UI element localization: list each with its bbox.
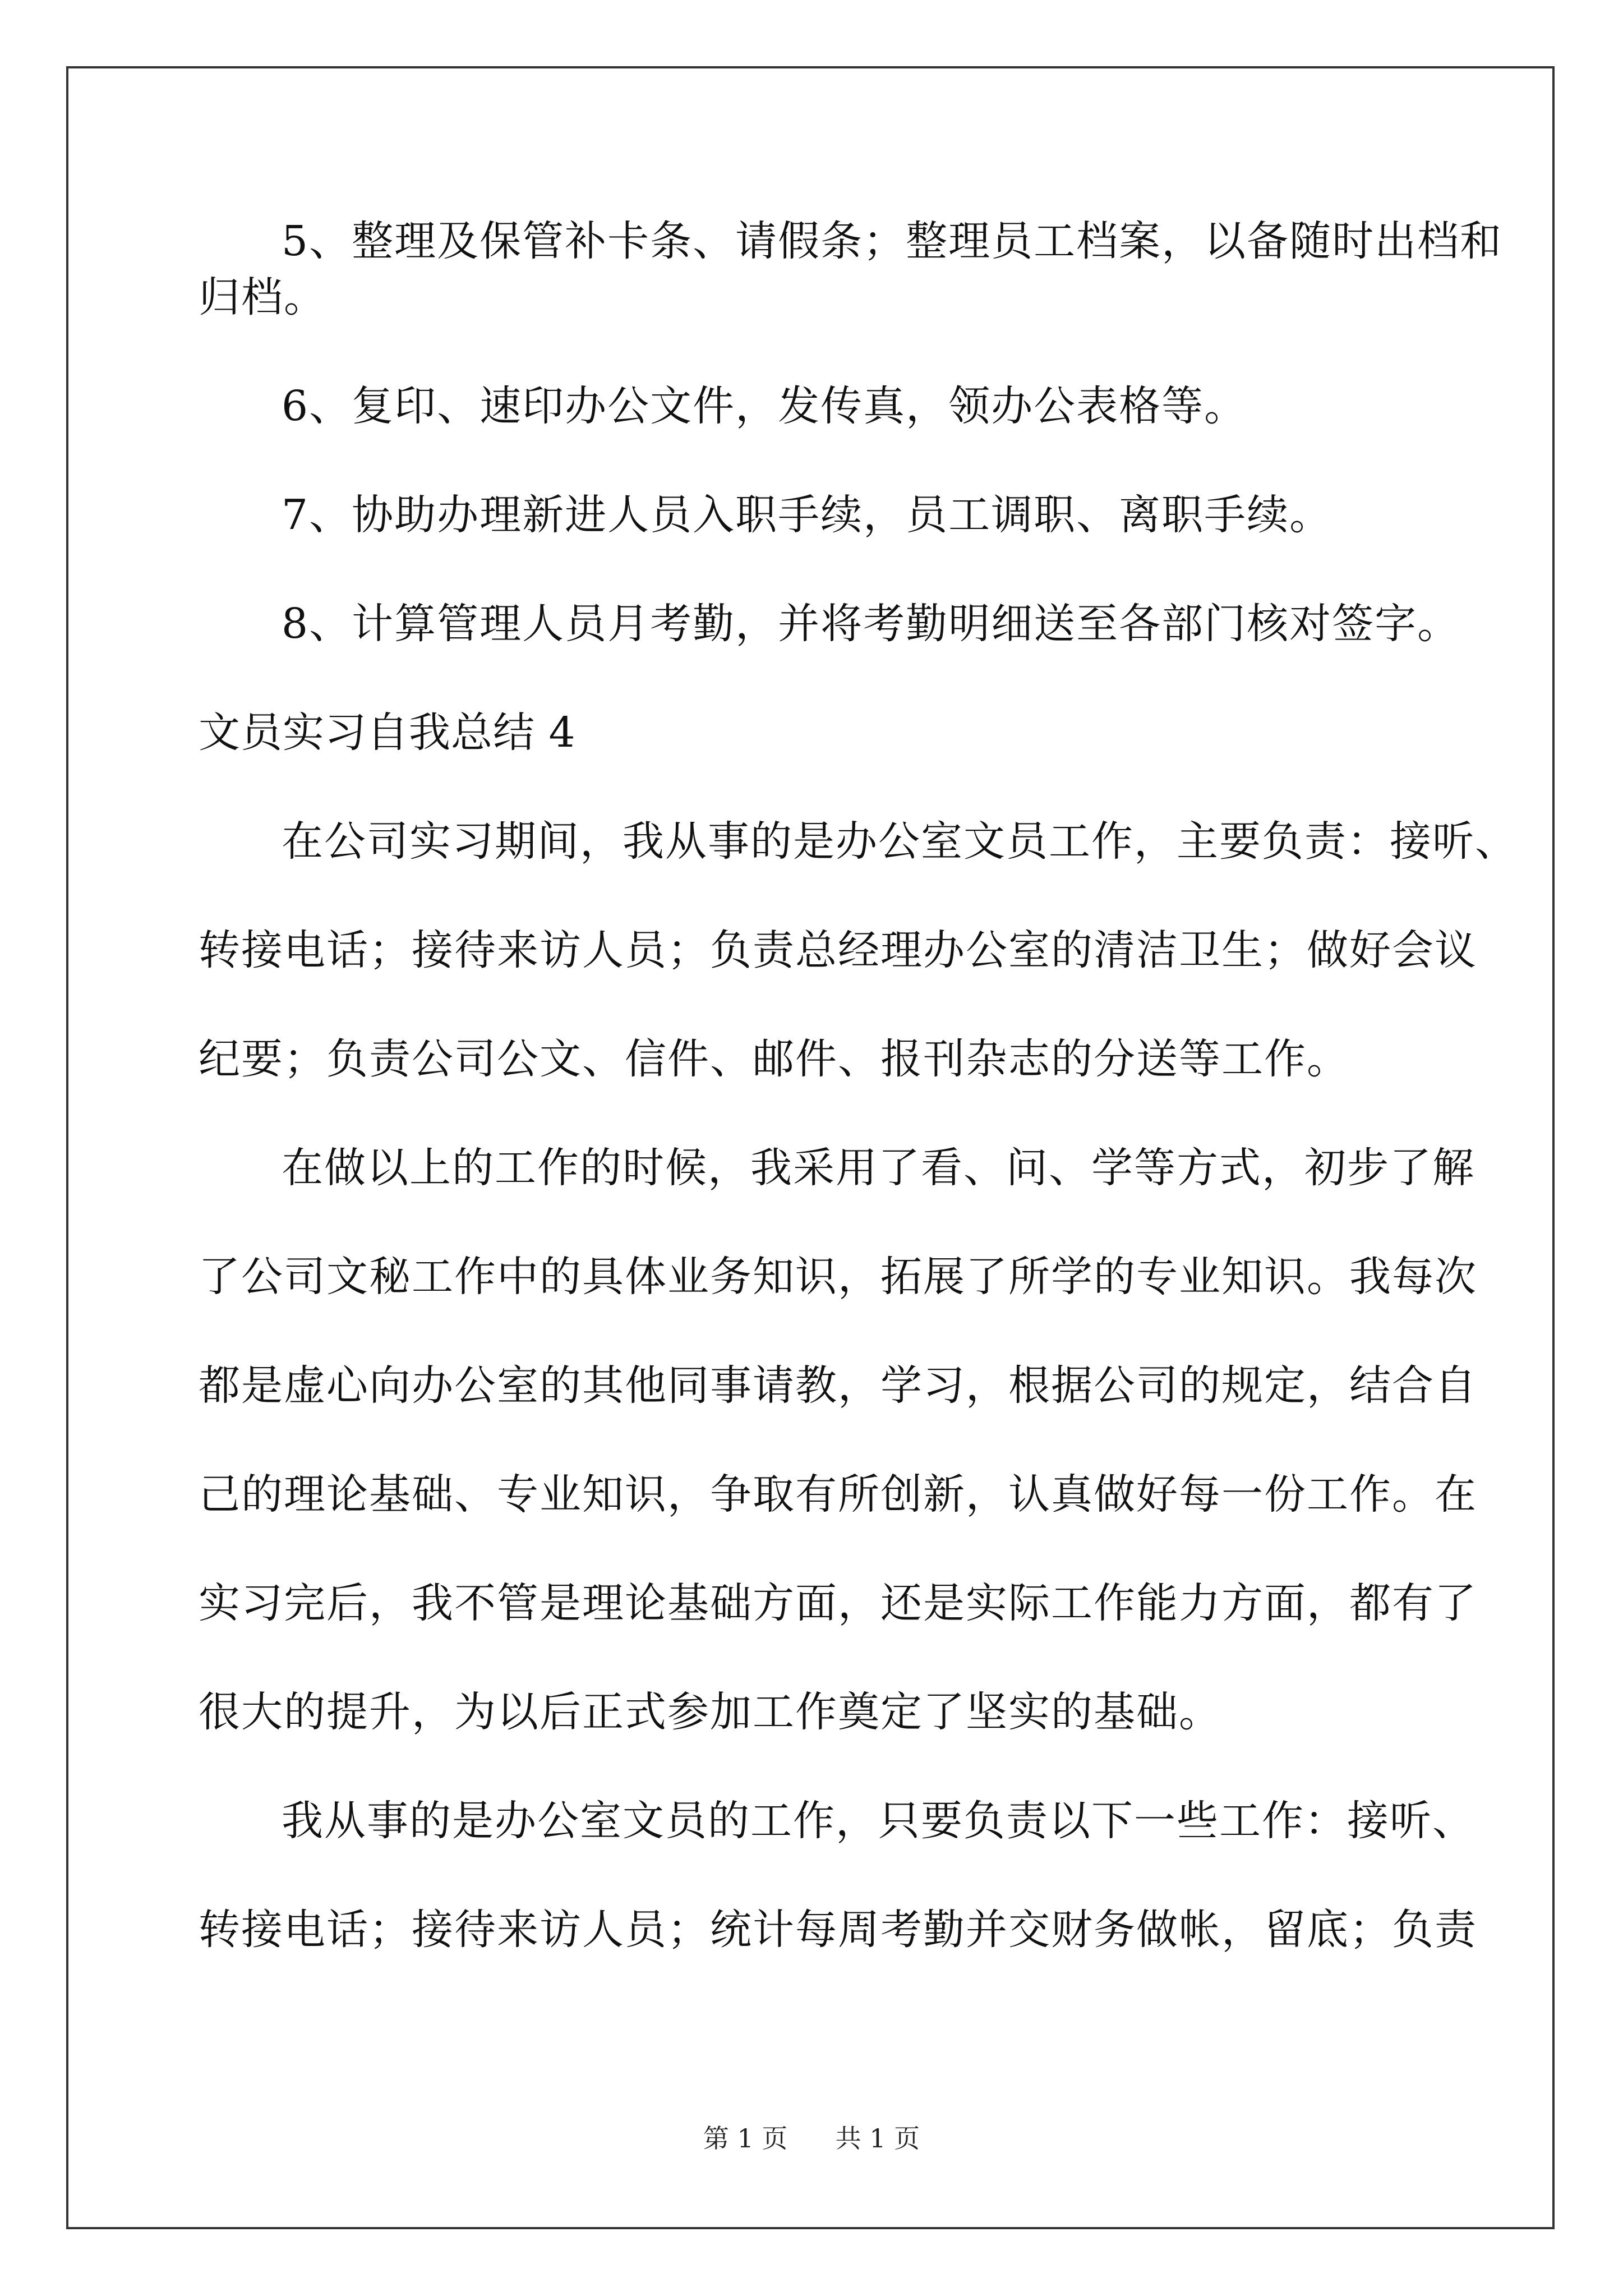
paragraph-method-line-1: 在做以上的工作的时候，我采用了看、问、学等方式，初步了解 (282, 1144, 1475, 1192)
paragraph-6: 6、复印、速印办公文件，发传真，领办公表格等。 (282, 382, 1247, 430)
document-body (199, 213, 1518, 2010)
paragraph-duties-line-2: 转接电话；接待来访人员；统计每周考勤并交财务做帐，留底；负责 (199, 1906, 1477, 1954)
page-number-total: 共 1 页 (835, 2123, 920, 2154)
paragraph-method-line-2: 了公司文秘工作中的具体业务知识，拓展了所学的专业知识。我每次 (199, 1253, 1477, 1301)
page-footer (0, 2122, 1623, 2155)
section-heading: 文员实习自我总结 4 (199, 708, 576, 757)
paragraph-7: 7、协助办理新进人员入职手续，员工调职、离职手续。 (282, 491, 1332, 539)
paragraph-8: 8、计算管理人员月考勤，并将考勤明细送至各部门核对签字。 (282, 600, 1460, 648)
paragraph-duties-line-1: 我从事的是办公室文员的工作，只要负责以下一些工作：接听、 (282, 1797, 1475, 1845)
paragraph-method-line-6: 很大的提升，为以后正式参加工作奠定了坚实的基础。 (199, 1688, 1221, 1736)
paragraph-method-line-3: 都是虚心向办公室的其他同事请教，学习，根据公司的规定，结合自 (199, 1361, 1477, 1410)
page-number-current: 第 1 页 (703, 2123, 788, 2154)
paragraph-intro-line-1: 在公司实习期间，我从事的是办公室文员工作，主要负责：接听、 (282, 817, 1518, 866)
paragraph-intro-line-2: 转接电话；接待来访人员；负责总经理办公室的清洁卫生；做好会议 (199, 926, 1477, 974)
paragraph-method-line-5: 实习完后，我不管是理论基础方面，还是实际工作能力方面，都有了 (199, 1579, 1477, 1627)
paragraph-5-line-2: 归档。 (199, 273, 326, 321)
paragraph-intro-line-3: 纪要；负责公司公文、信件、邮件、报刊杂志的分送等工作。 (199, 1035, 1349, 1083)
paragraph-5-line-1: 5、整理及保管补卡条、请假条；整理员工档案，以备随时出档和 (282, 217, 1503, 265)
paragraph-method-line-4: 己的理论基础、专业知识，争取有所创新，认真做好每一份工作。在 (199, 1470, 1477, 1519)
